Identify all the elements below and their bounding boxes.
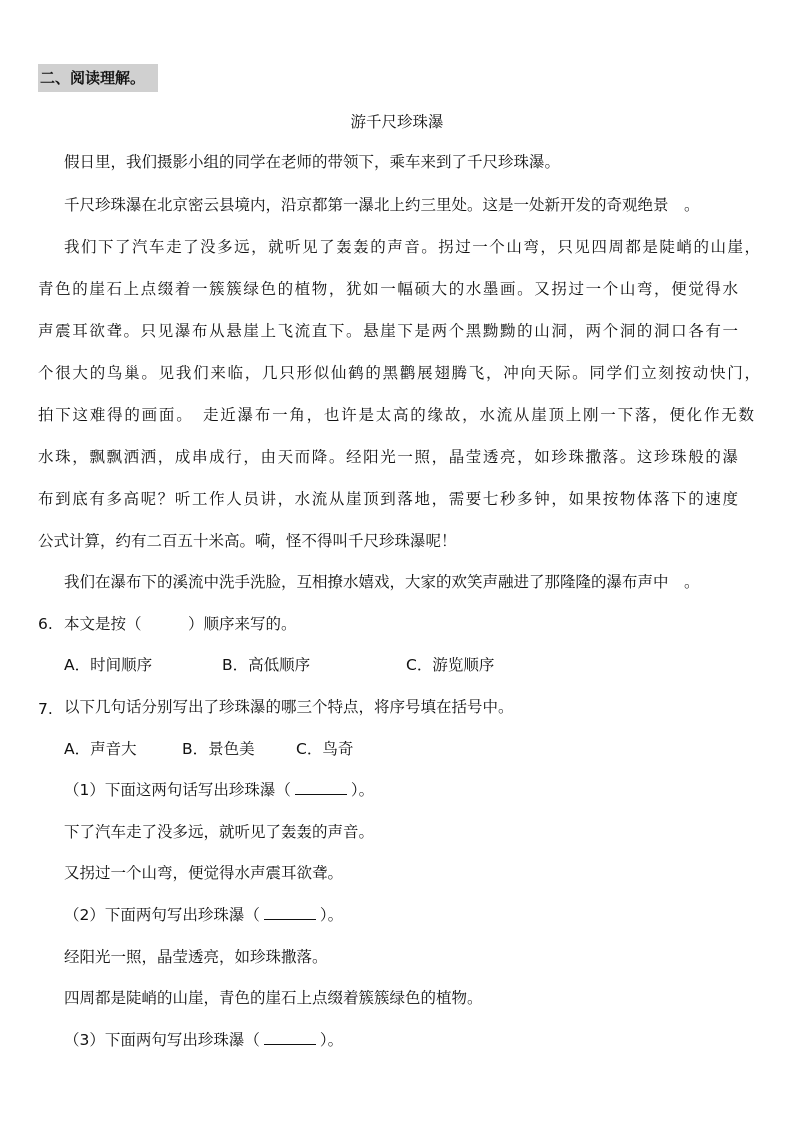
section-header: 二、阅读理解。 [38,64,158,92]
question-6-number: 6. [38,615,53,633]
article-line-7: 拍下这难得的画面。 走近瀑布一角，也许是太高的缘故，水流从崖顶上刚一下落，便化作无数 [38,406,754,424]
question-6-stem: 本文是按（ ）顺序来写的。 [64,615,297,633]
sub3-suffix: ）。 [319,1031,344,1049]
sub2-sentence-2: 四周都是陡峭的山崖，青色的崖石上点缀着簇簇绿色的植物。 [64,989,483,1007]
sub2-sentence-1: 经阳光一照，晶莹透亮，如珍珠撒落。 [64,948,328,966]
question-7-sub1 [64,778,374,802]
question-6-option-c: C．游览顺序 [406,656,495,674]
article-line-8: 水珠，飘飘洒洒，成串成行，由天而降。经阳光一照，晶莹透亮，如珍珠撒落。这珍珠般的瀑 [38,448,738,466]
sub3-prefix: （3）下面两句写出珍珠瀑（ [64,1031,260,1049]
question-7-option-c: C．鸟奇 [296,740,354,758]
question-7-sub3 [64,1028,343,1052]
question-7-stem: 以下几句话分别写出了珍珠瀑的哪三个特点，将序号填在括号中。 [64,698,514,716]
sub1-prefix: （1）下面这两句话写出珍珠瀑（ [64,781,291,799]
article-line-4: 青色的崖石上点缀着一簇簇绿色的植物，犹如一幅硕大的水墨画。又拐过一个山弯，便觉得水 [38,280,738,298]
article-line-9: 布到底有多高呢？听工作人员讲，水流从崖顶到落地，需要七秒多钟，如果按物体落下的速度 [38,490,738,508]
sub1-suffix: ）。 [350,781,375,799]
sub2-suffix: ）。 [319,906,344,924]
question-7-option-a: A．声音大 [64,740,137,758]
question-6-option-a: A．时间顺序 [64,656,153,674]
article-line-10: 公式计算，约有二百五十米高。嗬，怪不得叫千尺珍珠瀑呢！ [38,532,457,550]
question-7-sub2 [64,903,343,927]
article-line-6: 个很大的鸟巢。见我们来临，几只形似仙鹤的黑鹳展翅腾飞，冲向天际。同学们立刻按动快门， [38,364,760,382]
article-line-11: 我们在瀑布下的溪流中洗手洗脸，互相撩水嬉戏，大家的欢笑声融进了那隆隆的瀑布声中 。 [64,573,700,591]
article-title: 游千尺珍珠瀑 [350,113,444,131]
question-7-option-b: B．景色美 [182,740,255,758]
article-line-3: 我们下了汽车走了没多远，就听见了轰轰的声音。拐过一个山弯，只见四周都是陡峭的山崖， [64,238,760,256]
sub1-answer-blank[interactable] [295,780,347,795]
question-7-number: 7. [38,700,53,718]
sub1-sentence-1: 下了汽车走了没多远，就听见了轰轰的声音。 [64,823,375,841]
question-6-option-b: B．高低顺序 [222,656,311,674]
sub2-answer-blank[interactable] [264,905,316,920]
sub2-prefix: （2）下面两句写出珍珠瀑（ [64,906,260,924]
article-line-5: 声震耳欲聋。只见瀑布从悬崖上飞流直下。悬崖下是两个黑黝黝的山洞，两个洞的洞口各有一 [38,322,738,340]
article-line-1: 假日里，我们摄影小组的同学在老师的带领下，乘车来到了千尺珍珠瀑。 [64,153,561,171]
sub3-answer-blank[interactable] [264,1030,316,1045]
sub1-sentence-2: 又拐过一个山弯，便觉得水声震耳欲聋。 [64,864,344,882]
article-line-2: 千尺珍珠瀑在北京密云县境内，沿京都第一瀑北上约三里处。这是一处新开发的奇观绝景 。 [64,196,700,214]
